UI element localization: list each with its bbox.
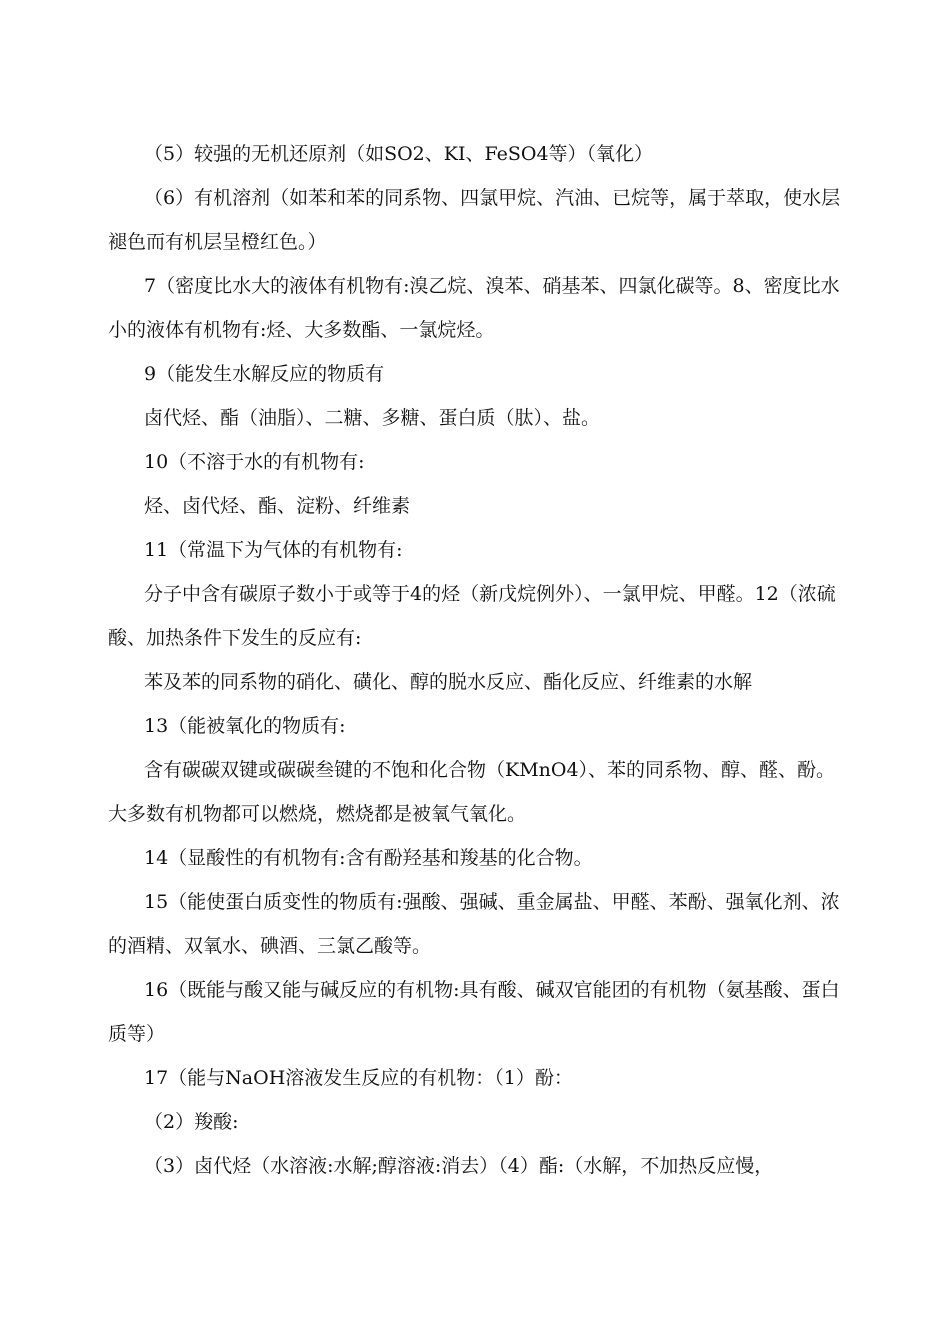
- paragraph-15: 15（能使蛋白质变性的物质有:强酸、强碱、重金属盐、甲醛、苯酚、强氧化剂、浓的酒精、双氧水、碘酒、三氯乙酸等。: [108, 891, 840, 957]
- paragraph-9: 9（能发生水解反应的物质有: [144, 363, 385, 385]
- paragraph-10-body: 烃、卤代烃、酯、淀粉、纤维素: [144, 495, 411, 517]
- paragraph-14: 14（显酸性的有机物有:含有酚羟基和羧基的化合物。: [144, 847, 593, 869]
- paragraph-5: （5）较强的无机还原剂（如SO2、KI、FeSO4等）（氧化）: [144, 143, 654, 165]
- paragraph-13: 13（能被氧化的物质有:: [144, 715, 346, 737]
- paragraph-11-body: 分子中含有碳原子数小于或等于4的烃（新戊烷例外）、一氯甲烷、甲醛。12（浓硫酸、加热条件下发生的反应有:: [108, 583, 836, 649]
- paragraph-11: 11（常温下为气体的有机物有:: [144, 539, 403, 561]
- paragraph-17-2: （2）羧酸:: [144, 1111, 239, 1133]
- paragraph-16: 16（既能与酸又能与碱反应的有机物:具有酸、碱双官能团的有机物（氨基酸、蛋白质等）: [108, 979, 840, 1045]
- document-body: [108, 132, 848, 1188]
- paragraph-10: 10（不溶于水的有机物有:: [144, 451, 365, 473]
- paragraph-6: （6）有机溶剂（如苯和苯的同系物、四氯甲烷、汽油、已烷等，属于萃取，使水层褪色而有机层呈橙红色。）: [108, 187, 841, 253]
- paragraph-7: 7（密度比水大的液体有机物有:溴乙烷、溴苯、硝基苯、四氯化碳等。8、密度比水小的液体有机物有:烃、大多数酯、一氯烷烃。: [108, 275, 840, 341]
- paragraph-13-body: 含有碳碳双键或碳碳叁键的不饱和化合物（KMnO4）、苯的同系物、醇、醛、酚。大多数有机物都可以燃烧，燃烧都是被氧气氧化。: [108, 759, 836, 825]
- paragraph-9-body: 卤代烃、酯（油脂）、二糖、多糖、蛋白质（肽）、盐。: [144, 407, 601, 429]
- paragraph-12-body: 苯及苯的同系物的硝化、磺化、醇的脱水反应、酯化反应、纤维素的水解: [144, 671, 753, 693]
- paragraph-17: 17（能与NaOH溶液发生反应的有机物：（1）酚：: [144, 1067, 573, 1089]
- paragraph-17-3: （3）卤代烃（水溶液:水解;醇溶液:消去）（4）酯:（水解，不加热反应慢，: [144, 1155, 774, 1177]
